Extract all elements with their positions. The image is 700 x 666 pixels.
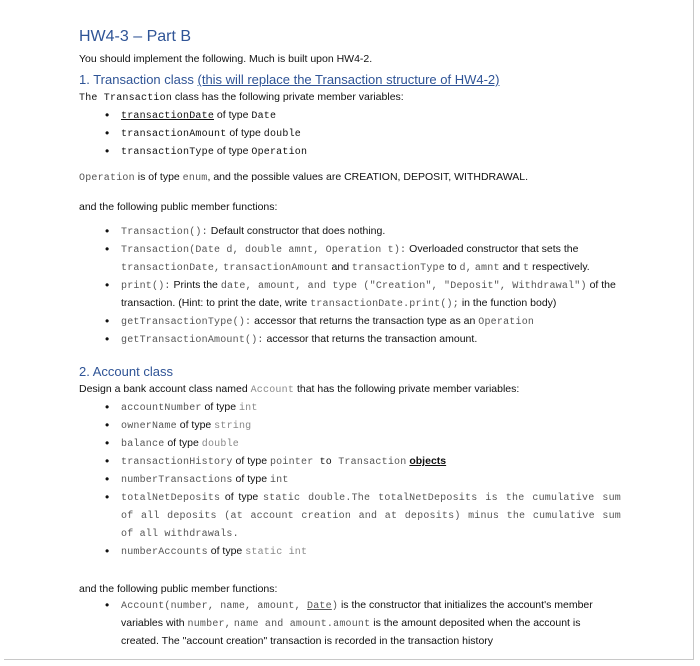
function-description: Overloaded constructor that sets the — [406, 243, 579, 255]
section2-description-text: Design a bank account class named — [79, 383, 251, 395]
code-ref: number, — [187, 619, 231, 630]
code-ref: t — [523, 263, 530, 274]
member-name: totalNetDeposits — [121, 493, 221, 504]
function-description: is the amount deposited when the account is created. The "account creation" transaction is recorded in the transaction history — [121, 617, 581, 647]
code-ref: transactionAmount — [223, 263, 329, 274]
transaction-members-list — [79, 107, 621, 161]
member-name: transactionAmount — [121, 129, 227, 140]
function-description: accessor that returns the transaction amount. — [263, 333, 478, 345]
member-name: transactionType — [121, 147, 215, 158]
section1-description-text: class has the following private member variables: — [172, 91, 404, 103]
function-signature: getTransactionAmount(): — [121, 335, 264, 346]
transaction-functions-list — [79, 223, 621, 349]
section2-heading: 2. Account class — [79, 364, 173, 379]
transaction-class-code: The Transaction — [79, 93, 173, 104]
member-name: transactionDate — [121, 111, 215, 122]
member-type: static int — [245, 547, 308, 558]
function-description: accessor that returns the transaction type as an — [251, 315, 479, 327]
account-class-code: Account — [250, 385, 295, 396]
member-name: ownerName — [121, 421, 177, 432]
member-name: balance — [121, 439, 165, 450]
code-ref: transactionDate, — [121, 263, 221, 274]
member-type-label: of type — [207, 545, 246, 557]
member-type-label: to — [313, 457, 339, 468]
member-type: double — [263, 129, 301, 140]
list-item — [79, 143, 621, 161]
account-functions-list — [79, 597, 621, 649]
function-description: in the function body) — [458, 297, 557, 309]
function-description: Default constructor that does nothing. — [207, 225, 386, 237]
code-ref: transactionDate.print(); — [310, 299, 459, 310]
list-item — [79, 107, 621, 125]
enum-name: Operation — [79, 173, 135, 184]
account-members-list — [79, 399, 621, 561]
member-description: static double.The totalNetDeposits is the cumulative sum of all deposits (at account creation and at deposits) minus the cumulative sum of all withdrawals. — [121, 493, 621, 540]
section1-heading — [79, 71, 621, 89]
list-item — [79, 471, 621, 489]
list-item — [79, 597, 621, 649]
member-name: transactionHistory — [121, 457, 233, 468]
function-signature: Transaction(): — [121, 227, 208, 238]
objects-link[interactable]: objects — [409, 455, 447, 467]
section1-functions-intro: and the following public member functions: — [79, 201, 278, 213]
function-signature: Account(number, name, amount, — [121, 601, 308, 612]
function-signature: ) — [331, 601, 339, 612]
function-signature: Date — [307, 601, 332, 612]
member-type: int — [269, 475, 289, 486]
member-name: numberAccounts — [121, 547, 208, 558]
function-signature: Transaction(Date d, double amnt, Operation t): — [121, 245, 407, 256]
function-description: is the constructor that initializes the account's member variables with — [121, 599, 593, 629]
member-name: numberTransactions — [121, 475, 233, 486]
section1-heading-number: 1. Transaction class — [79, 72, 198, 87]
member-type-label: of type — [176, 419, 215, 431]
code-ref: transactionType — [351, 263, 445, 274]
enum-keyword: enum — [182, 173, 208, 184]
member-type-label: of type — [214, 145, 252, 157]
code-ref: amount — [333, 619, 371, 630]
member-name: accountNumber — [121, 403, 202, 414]
section1-description — [79, 89, 621, 107]
section2-description-text: that has the following private member variables: — [294, 383, 520, 395]
list-item — [79, 399, 621, 417]
list-item — [79, 453, 621, 471]
list-item — [79, 241, 621, 277]
code-ref: amnt — [474, 263, 500, 274]
member-type-label: of type — [220, 491, 263, 503]
member-type: string — [214, 421, 252, 432]
list-item — [79, 277, 621, 313]
code-ref: name — [233, 619, 259, 630]
document-title: HW4-3 – Part B — [79, 28, 192, 45]
function-description: and — [258, 619, 290, 630]
code-ref: amount. — [289, 619, 334, 630]
function-description: and — [328, 261, 352, 273]
member-type: Date — [251, 111, 277, 122]
code-ref: Operation — [478, 317, 535, 328]
member-type-label: of type — [232, 455, 270, 467]
member-type-label: of type — [214, 109, 252, 121]
document-body — [79, 20, 621, 649]
list-item — [79, 313, 621, 331]
member-type: Operation — [251, 147, 308, 158]
member-type-label: of type — [201, 401, 239, 413]
list-item — [79, 489, 621, 543]
enum-description — [79, 169, 621, 187]
member-type: int — [238, 403, 258, 414]
list-item — [79, 435, 621, 453]
section1-heading-link[interactable]: (this will replace the Transaction structure of HW4-2) — [197, 72, 500, 87]
code-ref: d, — [459, 263, 472, 274]
member-type-label: of type — [164, 437, 202, 449]
function-description: respectively. — [529, 261, 590, 273]
list-item — [79, 417, 621, 435]
member-type-label: of type — [232, 473, 270, 485]
section2-functions-intro: and the following public member functions: — [79, 583, 278, 595]
function-description: of the transaction. (Hint: to print the date, write — [121, 279, 616, 309]
list-item — [79, 543, 621, 561]
enum-text-2: , and the possible values are CREATION, DEPOSIT, WITHDRAWAL. — [207, 171, 529, 183]
function-signature: print(): — [121, 281, 171, 292]
list-item — [79, 223, 621, 241]
intro-text: You should implement the following. Much is built upon HW4-2. — [79, 53, 373, 65]
section2-description — [79, 381, 621, 399]
member-type: Transaction — [338, 457, 407, 468]
member-type: double — [201, 439, 239, 450]
list-item — [79, 125, 621, 143]
function-signature: getTransactionType(): — [121, 317, 252, 328]
function-description: Prints the — [170, 279, 221, 291]
function-description: and — [499, 261, 524, 273]
member-type: pointer — [269, 457, 314, 468]
list-item — [79, 331, 621, 349]
enum-text-1: is of type — [134, 171, 183, 183]
code-ref: date, amount, and type ("Creation", "Deposit", Withdrawal") — [220, 281, 587, 292]
member-type-label: of type — [226, 127, 264, 139]
function-description: to — [444, 261, 460, 273]
